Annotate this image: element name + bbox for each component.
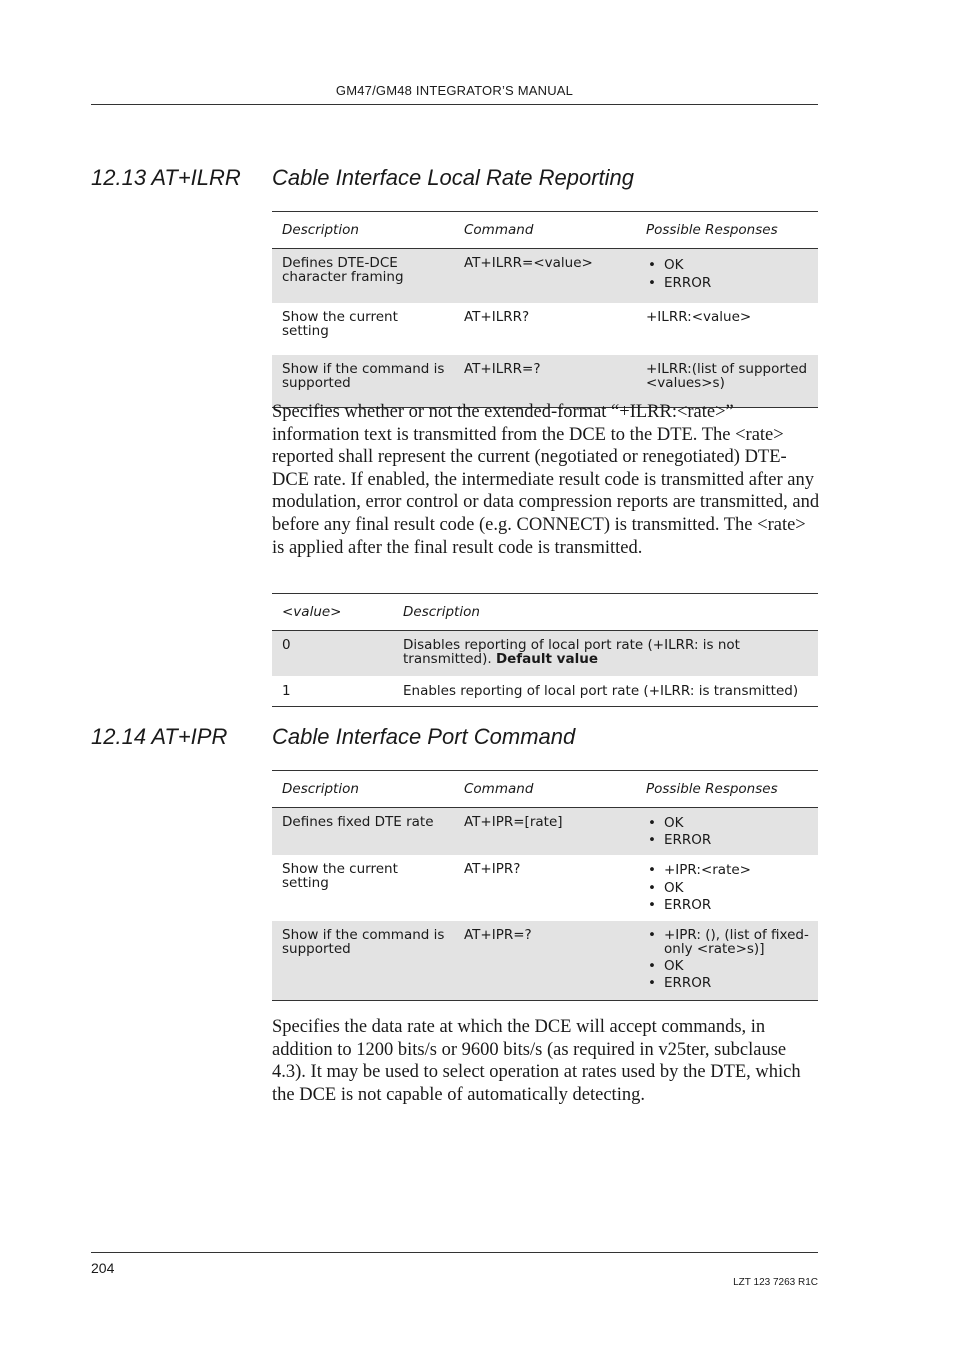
cell-responses xyxy=(636,921,818,1001)
response-item: • ERROR xyxy=(646,897,810,915)
response-item: • +IPR: (), (list of fixed-only <rate>s)] xyxy=(646,928,810,956)
page-number: 204 xyxy=(91,1260,115,1276)
cell-command: AT+IPR? xyxy=(464,861,521,877)
table-row xyxy=(272,631,818,677)
value-table xyxy=(272,593,818,707)
document-code: LZT 123 7263 R1C xyxy=(733,1277,818,1288)
table-row xyxy=(272,303,818,355)
cell-command: AT+ILRR=? xyxy=(454,355,636,408)
response-item: • OK xyxy=(646,959,810,973)
cell-description: Show the current setting xyxy=(282,309,398,339)
response-item: • ERROR xyxy=(646,832,810,849)
column-header: Possible Responses xyxy=(646,222,778,238)
response-item: • OK xyxy=(646,815,810,832)
response-item: • ERROR xyxy=(646,274,810,292)
response-item: • +IPR:<rate> xyxy=(646,862,810,880)
cell-description: Defines fixed DTE rate xyxy=(272,808,454,856)
cell-description: Enables reporting of local port rate (+ILRR: is transmitted) xyxy=(403,683,799,699)
footer-rule xyxy=(91,1252,818,1253)
body-paragraph: Specifies the data rate at which the DCE will accept commands, in addition to 1200 bits/s or 9600 bits/s (as required in v25ter, subclause 4.3). It may be used to select operation at rates used by the DTE, which the DCE is not capable of automatically detecting. xyxy=(272,1017,801,1105)
column-header: Possible Responses xyxy=(646,781,778,797)
column-header: <value> xyxy=(282,604,342,620)
column-header: Description xyxy=(282,781,359,797)
cell-command: AT+ILRR? xyxy=(464,309,530,325)
cell-value: 0 xyxy=(272,631,393,677)
cell-responses xyxy=(636,249,818,304)
cell-description xyxy=(393,631,818,677)
cell-command: AT+ILRR=<value> xyxy=(454,249,636,304)
running-header: GM47/GM48 INTEGRATOR’S MANUAL xyxy=(335,83,574,98)
body-paragraph: Specifies whether or not the extended-format “+ILRR:<rate>” information text is transmitted from the DCE to the DTE. The <rate> reported shall represent the current (negotiated or renegotiated) DTE-DCE rate. If enabled, the intermediate result code is transmitted after any modulation, error control or data compression reports are transmitted, and before any final result code (e.g. CONNECT) is transmitted. The <rate> is applied after the final result code is transmitted. xyxy=(272,402,820,558)
response-item: • OK xyxy=(646,256,810,274)
table-row xyxy=(272,355,818,408)
default-value-label: Default value xyxy=(495,651,598,667)
table-header-row xyxy=(272,771,818,808)
table-header-row xyxy=(272,594,818,631)
table-row xyxy=(272,808,818,856)
column-header: Command xyxy=(464,781,534,797)
cell-description: Show if the command is supported xyxy=(272,355,454,408)
cell-response: +ILRR:<value> xyxy=(646,309,752,325)
cell-command: AT+IPR=? xyxy=(454,921,636,1001)
table-row xyxy=(272,249,818,304)
response-item: • OK xyxy=(646,880,810,898)
header-rule xyxy=(91,104,818,105)
table-row xyxy=(272,921,818,1001)
command-table xyxy=(272,211,818,408)
table-row xyxy=(272,855,818,921)
cell-description: Show if the command is supported xyxy=(272,921,454,1001)
column-header: Command xyxy=(464,222,534,238)
table-header-row xyxy=(272,212,818,249)
response-item: • ERROR xyxy=(646,976,810,990)
cell-responses xyxy=(636,855,818,921)
cell-value: 1 xyxy=(282,683,291,699)
cell-description: Defines DTE-DCE character framing xyxy=(272,249,454,304)
cell-command: AT+IPR=[rate] xyxy=(454,808,636,856)
section-title: Cable Interface Port Command xyxy=(272,724,576,749)
command-table xyxy=(272,770,818,1001)
cell-description: Show the current setting xyxy=(282,861,398,891)
value-description: Disables reporting of local port rate (+ILRR: is not transmitted). xyxy=(403,637,740,667)
section-number: 12.14 AT+IPR xyxy=(91,724,228,749)
cell-response: +ILRR:(list of supported <values>s) xyxy=(636,355,818,408)
section-number: 12.13 AT+ILRR xyxy=(91,165,241,190)
column-header: Description xyxy=(403,604,480,620)
column-header: Description xyxy=(282,222,359,238)
table-row xyxy=(272,676,818,707)
section-title: Cable Interface Local Rate Reporting xyxy=(272,165,634,190)
cell-responses xyxy=(636,808,818,856)
